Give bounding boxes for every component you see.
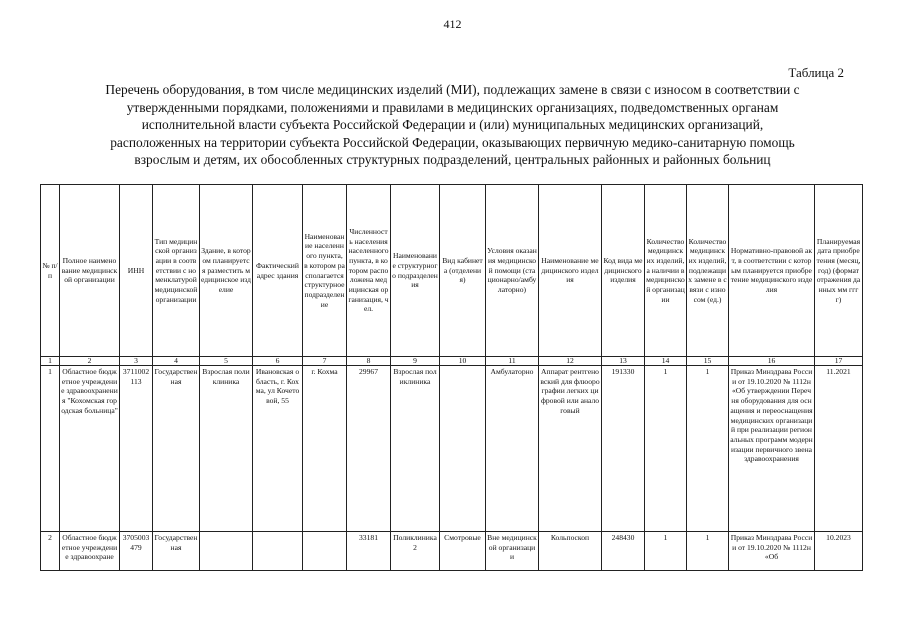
table-cell: 1 [41,366,60,532]
table-cell: г. Кохма [303,366,347,532]
column-number: 3 [120,357,153,366]
column-number: 11 [486,357,539,366]
table-cell: Смотровые [440,532,486,571]
column-header: Количество медицинских изделий, подлежащих замене в связи с износом (ед.) [687,185,729,357]
column-number: 12 [539,357,602,366]
page-number: 412 [443,17,462,31]
table-cell: 2 [41,532,60,571]
column-number: 7 [303,357,347,366]
table-cell: Приказ Минздрава России от 19.10.2020 № 1112н «Об [729,532,815,571]
table-cell: 29967 [347,366,391,532]
column-header: Наименование населенного пункта, в котором располагается структурное подразделение [303,185,347,357]
table-cell: 11.2021 [815,366,863,532]
column-number: 16 [729,357,815,366]
title-line: утвержденными порядками, положениями и правилами в медицинских организациях, подведомственных органам [126,99,779,115]
column-header: Вид кабинета (отделения) [440,185,486,357]
table-cell: 248430 [602,532,645,571]
table-cell: Амбулаторно [486,366,539,532]
column-header: Планируемая дата приобретения (месяц, год) (формат отражения данных мм гггг) [815,185,863,357]
column-number-row [41,357,863,366]
column-header: № п/п [41,185,60,357]
table-cell: Взрослая поликлиника [391,366,440,532]
column-header: Наименование медицинского изделия [539,185,602,357]
title-line: исполнительной власти субъекта Российской Федерации и (или) муниципальных медицинских организаций, [141,117,764,133]
table-cell [440,366,486,532]
column-header: Численность населения населенного пункта, в котором расположена медицинская организация, чел. [347,185,391,357]
column-header: Нормативно-правовой акт, в соответствии с которым планируется приобретение медицинского изделия [729,185,815,357]
column-number: 8 [347,357,391,366]
table-cell: Кольпоскоп [539,532,602,571]
table-cell [253,532,303,571]
page-bottom-margin [0,573,905,640]
table-row [41,366,863,532]
table-cell: 191330 [602,366,645,532]
column-header: Здание, в котором планируется разместить медицинское изделие [200,185,253,357]
column-header: Тип медицинской организации в соответствии с номенклатурой медицинской организации [153,185,200,357]
table-cell: 1 [645,532,687,571]
table-cell: Поликлиника 2 [391,532,440,571]
column-number: 1 [41,357,60,366]
column-number: 13 [602,357,645,366]
table-cell: 3711002113 [120,366,153,532]
column-number: 17 [815,357,863,366]
column-number: 4 [153,357,200,366]
table-cell [200,532,253,571]
column-number: 15 [687,357,729,366]
column-header: Условия оказания медицинской помощи (стационарно/амбулаторно) [486,185,539,357]
column-header: Наименование структурного подразделения [391,185,440,357]
column-number: 6 [253,357,303,366]
table-cell: Ивановская область, г. Кохма, ул Кочетовой, 55 [253,366,303,532]
table-cell: Государственная [153,532,200,571]
table-cell: Взрослая поликлиника [200,366,253,532]
header-row [41,185,863,357]
column-header: Полное наименование медицинской организации [60,185,120,357]
table-cell: Приказ Минздрава России от 19.10.2020 № 1112н «Об утверждении Перечня оборудования для оснащения и переоснащения медицинских организаций при реализации региональных программ модернизации первичного звена здравоохранения [729,366,815,532]
table-label: Таблица 2 [788,65,844,80]
table-row [41,532,863,571]
document-title [20,81,885,169]
table-cell: 33181 [347,532,391,571]
table-cell: Областное бюджетное учреждение здравоохранения "Кохомская городская больница" [60,366,120,532]
title-line: взрослым и детям, их обособленных структурных подразделений, центральных районных и районных больниц [134,152,771,168]
title-line: расположенных на территории субъекта Российской Федерации, оказывающих первичную медико-санитарную помощь [110,134,795,150]
table-cell: Государственная [153,366,200,532]
column-header: Фактический адрес здания [253,185,303,357]
table-cell: Вне медицинской организации [486,532,539,571]
table-cell [303,532,347,571]
title-line: Перечень оборудования, в том числе медицинских изделий (МИ), подлежащих замене в связи с износом в соответствии с [105,82,800,97]
column-header: Код вида медицинского изделия [602,185,645,357]
table-cell: 10.2023 [815,532,863,571]
column-number: 2 [60,357,120,366]
column-number: 5 [200,357,253,366]
column-header: ИНН [120,185,153,357]
table-cell: 1 [687,532,729,571]
table-cell: 3705003479 [120,532,153,571]
column-number: 9 [391,357,440,366]
table-cell: Областное бюджетное учреждение здравоохране [60,532,120,571]
column-number: 10 [440,357,486,366]
equipment-table [40,184,863,571]
table-cell: 1 [687,366,729,532]
table-cell: 1 [645,366,687,532]
column-header: Количество медицинских изделий, а наличии в медицинской организации [645,185,687,357]
table-cell: Аппарат рентгеновский для флюорографии легких цифровой или аналоговый [539,366,602,532]
column-number: 14 [645,357,687,366]
